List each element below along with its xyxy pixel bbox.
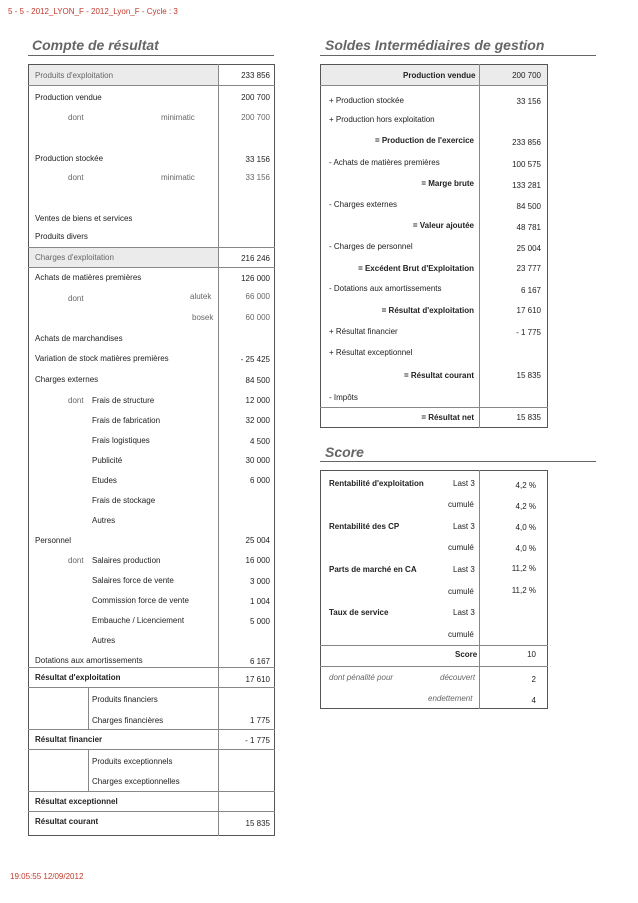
sig-charges-externes-label: - Charges externes bbox=[329, 200, 398, 209]
sig-resultat-net-value: 15 835 bbox=[516, 413, 541, 422]
sig-charges-personnel-label: - Charges de personnel bbox=[329, 242, 413, 251]
sig-impots-label: - Impôts bbox=[329, 393, 358, 402]
parts-marche-last-value: 11,2 % bbox=[511, 564, 536, 573]
sig-production-stockee-label: + Production stockée bbox=[329, 96, 404, 105]
rentabilite-expl-cum-value: 4,2 % bbox=[515, 502, 536, 511]
sig-production-exercice-value: 233 856 bbox=[512, 138, 541, 147]
decouvert-value: 2 bbox=[531, 675, 536, 684]
embauche-label: Embauche / Licenciement bbox=[92, 616, 185, 625]
decouvert-label: découvert bbox=[440, 673, 476, 682]
rentabilite-cp-cum-value: 4,0 % bbox=[515, 544, 536, 553]
etudes-label: Etudes bbox=[92, 476, 117, 485]
production-vendue-label: Production vendue bbox=[35, 93, 102, 102]
frais-logistiques-label: Frais logistiques bbox=[92, 436, 150, 445]
rentabilite-expl-last-value: 4,2 % bbox=[515, 481, 536, 490]
dotations-value: 6 167 bbox=[249, 657, 270, 666]
endettement-label: endettement bbox=[428, 694, 473, 703]
sig-production-hors-expl-label: + Production hors exploitation bbox=[329, 115, 435, 124]
cumule-label: cumulé bbox=[448, 587, 474, 596]
resultat-courant-label: Résultat courant bbox=[35, 817, 99, 826]
sig-ebe-value: 23 777 bbox=[516, 264, 541, 273]
row-separator bbox=[28, 729, 275, 730]
supplier-value: 60 000 bbox=[245, 313, 270, 322]
achats-mp-value: 126 000 bbox=[241, 274, 270, 283]
income-statement-title: Compte de résultat bbox=[32, 37, 159, 53]
charges-financieres-value: 1 775 bbox=[249, 716, 270, 725]
column-divider bbox=[218, 64, 219, 836]
commission-value: 1 004 bbox=[249, 597, 270, 606]
last3-label: Last 3 bbox=[453, 565, 475, 574]
endettement-value: 4 bbox=[531, 696, 536, 705]
charges-exploitation-value: 216 246 bbox=[241, 254, 270, 263]
row-separator bbox=[320, 85, 548, 86]
autres-label: Autres bbox=[92, 636, 116, 645]
sig-resultat-courant-label: = Résultat courant bbox=[403, 371, 474, 380]
frais-fabrication-label: Frais de fabrication bbox=[92, 416, 161, 425]
cumule-label: cumulé bbox=[448, 543, 474, 552]
ventes-label: Ventes de biens et services bbox=[35, 214, 133, 223]
title-underline bbox=[320, 55, 596, 56]
supplier-value: 66 000 bbox=[245, 292, 270, 301]
sig-resultat-financier-value: - 1 775 bbox=[516, 328, 541, 337]
produits-exploitation-value: 233 856 bbox=[241, 71, 270, 80]
charges-externes-value: 84 500 bbox=[245, 376, 270, 385]
product-value: 33 156 bbox=[245, 173, 270, 182]
achats-marchandises-label: Achats de marchandises bbox=[35, 334, 123, 343]
frais-structure-value: 12 000 bbox=[245, 396, 270, 405]
personnel-value: 25 004 bbox=[245, 536, 270, 545]
sig-dotations-value: 6 167 bbox=[520, 286, 541, 295]
personnel-label: Personnel bbox=[35, 536, 72, 545]
frais-stockage-label: Frais de stockage bbox=[92, 496, 156, 505]
sig-valeur-ajoutee-label: = Valeur ajoutée bbox=[412, 221, 474, 230]
rentabilite-cp-last-value: 4,0 % bbox=[515, 523, 536, 532]
variation-stock-value: - 25 425 bbox=[240, 355, 270, 364]
charges-externes-label: Charges externes bbox=[35, 375, 99, 384]
indent-divider bbox=[88, 749, 89, 791]
product-name: minimatic bbox=[161, 113, 195, 122]
last3-label: Last 3 bbox=[453, 608, 475, 617]
resultat-financier-label: Résultat financier bbox=[35, 735, 103, 744]
product-name: minimatic bbox=[161, 173, 195, 182]
dont-label: dont bbox=[68, 396, 84, 405]
sig-marge-brute-label: = Marge brute bbox=[421, 179, 474, 188]
sig-resultat-exploitation-label: = Résultat d'exploitation bbox=[381, 306, 474, 315]
sig-ebe-label: = Excédent Brut d'Exploitation bbox=[358, 264, 474, 273]
penalite-label: dont pénalité pour bbox=[329, 673, 394, 682]
sig-production-vendue-value: 200 700 bbox=[512, 71, 541, 80]
page-header: 5 - 5 - 2012_LYON_F - 2012_Lyon_F - Cycle : 3 bbox=[8, 7, 178, 16]
resultat-financier-value: - 1 775 bbox=[245, 736, 270, 745]
last3-label: Last 3 bbox=[453, 479, 475, 488]
rentabilite-cp-label: Rentabilité des CP bbox=[329, 522, 400, 531]
title-underline bbox=[28, 55, 274, 56]
sig-dotations-label: - Dotations aux amortissements bbox=[329, 284, 442, 293]
dotations-label: Dotations aux amortissements bbox=[35, 656, 143, 665]
sig-charges-externes-value: 84 500 bbox=[516, 202, 541, 211]
frais-structure-label: Frais de structure bbox=[92, 396, 155, 405]
row-separator bbox=[28, 749, 275, 750]
row-separator bbox=[28, 811, 275, 812]
sig-resultat-financier-label: + Résultat financier bbox=[329, 327, 398, 336]
production-vendue-value: 200 700 bbox=[241, 93, 270, 102]
sig-title: Soldes Intermédiaires de gestion bbox=[325, 37, 545, 53]
row-separator bbox=[28, 85, 275, 86]
dont-label: dont bbox=[68, 113, 84, 122]
produits-exploitation-label: Produits d'exploitation bbox=[35, 71, 114, 80]
parts-marche-cum-value: 11,2 % bbox=[511, 586, 536, 595]
produits-financiers-label: Produits financiers bbox=[92, 695, 158, 704]
last3-label: Last 3 bbox=[453, 522, 475, 531]
embauche-value: 5 000 bbox=[249, 617, 270, 626]
salaires-production-label: Salaires production bbox=[92, 556, 161, 565]
frais-logistiques-value: 4 500 bbox=[249, 437, 270, 446]
parts-marche-label: Parts de marché en CA bbox=[329, 565, 417, 574]
cumule-label: cumulé bbox=[448, 630, 474, 639]
charges-exploitation-label: Charges d'exploitation bbox=[35, 253, 114, 262]
title-underline bbox=[320, 461, 596, 462]
score-label: Score bbox=[455, 650, 478, 659]
production-stockee-value: 33 156 bbox=[245, 155, 270, 164]
column-divider bbox=[479, 64, 480, 428]
supplier-name: alutek bbox=[190, 292, 212, 301]
resultat-courant-value: 15 835 bbox=[245, 819, 270, 828]
variation-stock-label: Variation de stock matières premières bbox=[35, 354, 169, 363]
resultat-exploitation-label: Résultat d'exploitation bbox=[35, 673, 121, 682]
product-value: 200 700 bbox=[241, 113, 270, 122]
charges-financieres-label: Charges financières bbox=[92, 716, 164, 725]
taux-service-label: Taux de service bbox=[329, 608, 389, 617]
row-separator bbox=[28, 687, 275, 688]
rentabilite-expl-label: Rentabilité d'exploitation bbox=[329, 479, 424, 488]
sig-production-vendue-label: Production vendue bbox=[403, 71, 476, 80]
sig-production-stockee-value: 33 156 bbox=[516, 97, 541, 106]
score-value: 10 bbox=[527, 650, 536, 659]
sig-resultat-courant-value: 15 835 bbox=[516, 371, 541, 380]
publicite-label: Publicité bbox=[92, 456, 123, 465]
row-separator bbox=[28, 667, 275, 668]
score-title: Score bbox=[325, 444, 364, 460]
sig-resultat-net-label: = Résultat net bbox=[421, 413, 474, 422]
sig-resultat-exploitation-value: 17 610 bbox=[516, 306, 541, 315]
frais-fabrication-value: 32 000 bbox=[245, 416, 270, 425]
sig-resultat-exceptionnel-label: + Résultat exceptionnel bbox=[329, 348, 413, 357]
row-separator bbox=[28, 267, 275, 268]
cumule-label: cumulé bbox=[448, 500, 474, 509]
produits-divers-label: Produits divers bbox=[35, 232, 88, 241]
salaires-vente-label: Salaires force de vente bbox=[92, 576, 174, 585]
indent-divider bbox=[88, 687, 89, 729]
sig-achats-mp-label: - Achats de matières premières bbox=[329, 158, 440, 167]
dont-label: dont bbox=[68, 556, 84, 565]
sig-marge-brute-value: 133 281 bbox=[512, 181, 541, 190]
resultat-exploitation-value: 17 610 bbox=[245, 675, 270, 684]
salaires-vente-value: 3 000 bbox=[249, 577, 270, 586]
charges-exceptionnelles-label: Charges exceptionnelles bbox=[92, 777, 180, 786]
sig-production-exercice-label: = Production de l'exercice bbox=[374, 136, 474, 145]
sig-achats-mp-value: 100 575 bbox=[512, 160, 541, 169]
autres-label: Autres bbox=[92, 516, 116, 525]
salaires-production-value: 16 000 bbox=[245, 556, 270, 565]
supplier-name: bosek bbox=[192, 313, 214, 322]
production-stockee-label: Production stockée bbox=[35, 154, 104, 163]
sig-charges-personnel-value: 25 004 bbox=[516, 244, 541, 253]
commission-label: Commission force de vente bbox=[92, 596, 189, 605]
publicite-value: 30 000 bbox=[245, 456, 270, 465]
dont-label: dont bbox=[68, 173, 84, 182]
achats-mp-label: Achats de matières premières bbox=[35, 273, 142, 282]
resultat-exceptionnel-label: Résultat exceptionnel bbox=[35, 797, 118, 806]
etudes-value: 6 000 bbox=[249, 476, 270, 485]
row-separator bbox=[320, 645, 548, 646]
row-separator bbox=[320, 407, 548, 408]
sig-valeur-ajoutee-value: 48 781 bbox=[516, 223, 541, 232]
column-divider bbox=[479, 470, 480, 709]
page-footer-timestamp: 19:05:55 12/09/2012 bbox=[10, 872, 84, 881]
produits-exceptionnels-label: Produits exceptionnels bbox=[92, 757, 173, 766]
dont-label: dont bbox=[68, 294, 84, 303]
row-separator bbox=[28, 247, 275, 248]
row-separator bbox=[28, 791, 275, 792]
row-separator bbox=[320, 666, 548, 667]
